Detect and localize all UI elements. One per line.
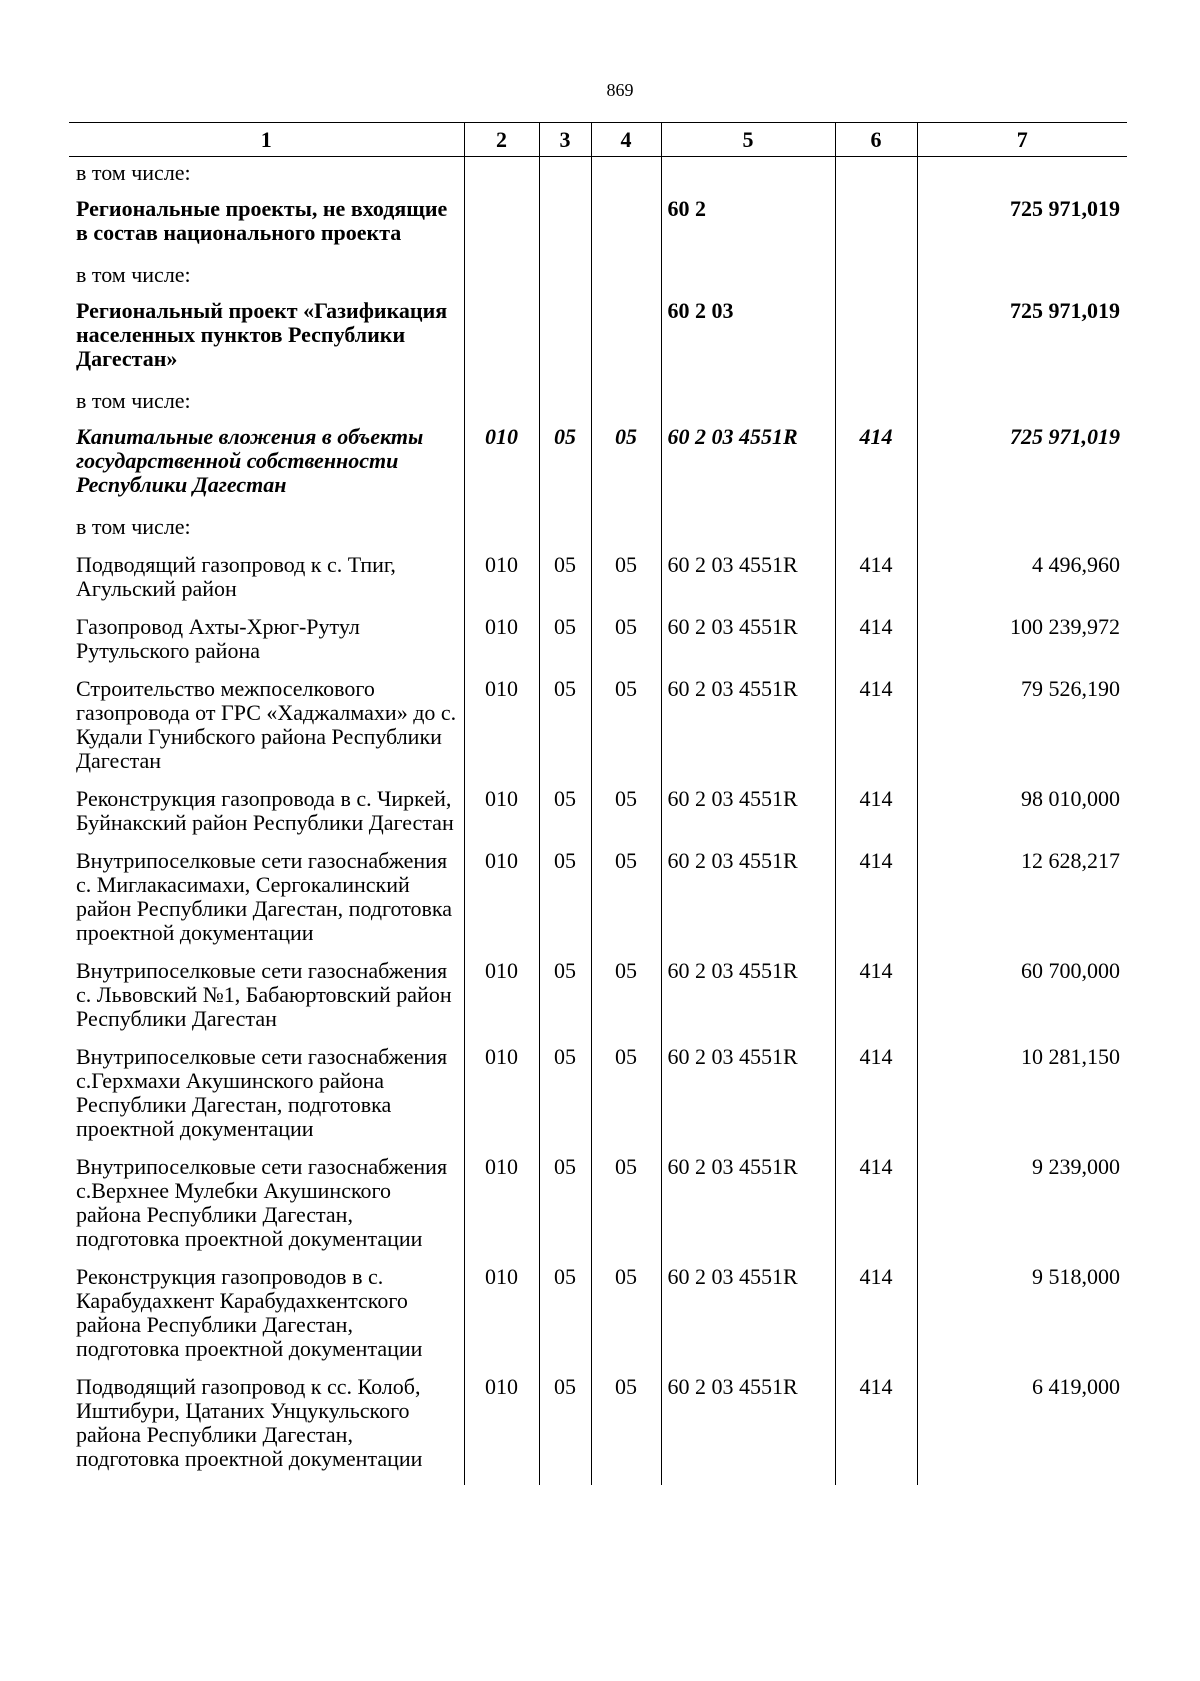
table-body: [69, 157, 1127, 1486]
row-gr-cell: 010: [464, 787, 539, 849]
row-rz-cell: 05: [539, 959, 591, 1045]
row-amount-cell: 9 518,000: [917, 1265, 1127, 1375]
row-gr-cell: 010: [464, 615, 539, 677]
row-csr-cell: 60 2 03 4551R: [661, 615, 835, 677]
row-vr-cell: [835, 299, 917, 385]
row-pr-cell: [591, 259, 661, 299]
row-rz-cell: [539, 385, 591, 425]
row-pr-cell: 05: [591, 677, 661, 787]
row-csr-cell: [661, 511, 835, 551]
row-rz-cell: 05: [539, 1155, 591, 1265]
subheading-row: [69, 511, 1127, 551]
budget-table-container: [69, 122, 1127, 1485]
table-row: [69, 787, 1127, 849]
row-amount-cell: 79 526,190: [917, 677, 1127, 787]
row-gr-cell: [464, 299, 539, 385]
row-vr-cell: 414: [835, 1265, 917, 1375]
row-amount-cell: 100 239,972: [917, 615, 1127, 677]
table-row: [69, 959, 1127, 1045]
row-amount-cell: 725 971,019: [917, 299, 1127, 385]
row-rz-cell: 05: [539, 677, 591, 787]
row-amount-cell: [917, 385, 1127, 425]
row-name-cell: в том числе:: [76, 388, 191, 413]
row-name-cell: Внутрипоселковые сети газоснабжения с. Львовский №1, Бабаюртовский район Республики Дагестан: [76, 958, 452, 1031]
page-number: 869: [606, 80, 634, 100]
row-rz-cell: 05: [539, 787, 591, 849]
row-rz-cell: 05: [539, 551, 591, 615]
table-row: [69, 677, 1127, 787]
row-name-cell: Региональные проекты, не входящие в состав национального проекта: [76, 196, 448, 245]
row-pr-cell: [591, 197, 661, 259]
row-gr-cell: 010: [464, 1045, 539, 1155]
row-name-cell: Газопровод Ахты-Хрюг-Рутул Рутульского района: [76, 614, 360, 663]
subheading-row: [69, 259, 1127, 299]
row-pr-cell: 05: [591, 1155, 661, 1265]
header-col-2: 2: [464, 123, 539, 157]
row-csr-cell: 60 2 03 4551R: [661, 1375, 835, 1485]
row-csr-cell: 60 2 03 4551R: [661, 677, 835, 787]
row-name-cell: Внутрипоселковые сети газоснабжения с.Верхнее Мулебки Акушинского района Республики Дагестан, подготовка проектной документации: [76, 1154, 448, 1251]
row-vr-cell: 414: [835, 849, 917, 959]
budget-table: [69, 122, 1127, 1485]
row-name-cell: в том числе:: [76, 514, 191, 539]
row-gr-cell: 010: [464, 849, 539, 959]
table-row: [69, 197, 1127, 259]
row-name-cell: Капитальные вложения в объекты государственной собственности Республики Дагестан: [76, 424, 424, 497]
row-rz-cell: [539, 157, 591, 198]
row-gr-cell: 010: [464, 959, 539, 1045]
row-amount-cell: [917, 157, 1127, 198]
row-gr-cell: 010: [464, 1155, 539, 1265]
row-amount-cell: 12 628,217: [917, 849, 1127, 959]
row-vr-cell: 414: [835, 1375, 917, 1485]
row-csr-cell: [661, 385, 835, 425]
row-amount-cell: [917, 511, 1127, 551]
row-csr-cell: 60 2 03 4551R: [661, 787, 835, 849]
table-header: [69, 123, 1127, 157]
row-amount-cell: 725 971,019: [917, 197, 1127, 259]
header-col-3: 3: [539, 123, 591, 157]
table-row: [69, 615, 1127, 677]
row-vr-cell: [835, 259, 917, 299]
row-gr-cell: [464, 157, 539, 198]
row-vr-cell: 414: [835, 615, 917, 677]
row-amount-cell: 60 700,000: [917, 959, 1127, 1045]
row-name-cell: Региональный проект «Газификация населенных пунктов Республики Дагестан»: [76, 298, 448, 371]
row-vr-cell: [835, 197, 917, 259]
row-rz-cell: 05: [539, 1265, 591, 1375]
row-name-cell: Внутрипоселковые сети газоснабжения с.Герхмахи Акушинского района Республики Дагестан, подготовка проектной документации: [76, 1044, 448, 1141]
row-rz-cell: [539, 197, 591, 259]
row-name-cell: Реконструкция газопровода в с. Чиркей, Буйнакский район Республики Дагестан: [76, 786, 454, 835]
row-pr-cell: [591, 385, 661, 425]
row-vr-cell: [835, 157, 917, 198]
row-amount-cell: [917, 259, 1127, 299]
table-row: [69, 1375, 1127, 1485]
row-csr-cell: 60 2 03 4551R: [661, 1155, 835, 1265]
row-vr-cell: 414: [835, 1155, 917, 1265]
row-vr-cell: 414: [835, 959, 917, 1045]
row-pr-cell: 05: [591, 849, 661, 959]
row-vr-cell: 414: [835, 787, 917, 849]
row-rz-cell: 05: [539, 1045, 591, 1155]
row-pr-cell: [591, 299, 661, 385]
row-gr-cell: 010: [464, 425, 539, 511]
row-name-cell: в том числе:: [76, 262, 191, 287]
row-csr-cell: [661, 157, 835, 198]
row-vr-cell: 414: [835, 425, 917, 511]
row-name-cell: Подводящий газопровод к с. Тпиг, Агульский район: [76, 552, 396, 601]
table-row: [69, 1265, 1127, 1375]
row-pr-cell: 05: [591, 425, 661, 511]
row-pr-cell: 05: [591, 1375, 661, 1485]
header-col-7: 7: [917, 123, 1127, 157]
row-amount-cell: 9 239,000: [917, 1155, 1127, 1265]
table-row: [69, 1155, 1127, 1265]
row-gr-cell: [464, 511, 539, 551]
row-gr-cell: 010: [464, 1265, 539, 1375]
row-pr-cell: 05: [591, 615, 661, 677]
row-pr-cell: 05: [591, 959, 661, 1045]
row-rz-cell: 05: [539, 1375, 591, 1485]
row-csr-cell: 60 2: [661, 197, 835, 259]
row-gr-cell: [464, 385, 539, 425]
row-amount-cell: 10 281,150: [917, 1045, 1127, 1155]
row-rz-cell: [539, 299, 591, 385]
header-col-6: 6: [835, 123, 917, 157]
subheading-row: [69, 157, 1127, 198]
row-name-cell: Внутрипоселковые сети газоснабжения с. Миглакасимахи, Сергокалинский район Республики Дагестан, подготовка проектной документации: [76, 848, 453, 945]
table-row: [69, 1045, 1127, 1155]
row-amount-cell: 4 496,960: [917, 551, 1127, 615]
row-pr-cell: 05: [591, 1045, 661, 1155]
header-col-4: 4: [591, 123, 661, 157]
row-name-cell: Строительство межпоселкового газопровода от ГРС «Хаджалмахи» до с. Кудали Гунибского района Республики Дагестан: [76, 676, 457, 773]
row-pr-cell: 05: [591, 551, 661, 615]
table-row: [69, 299, 1127, 385]
table-row: [69, 425, 1127, 511]
subheading-row: [69, 385, 1127, 425]
row-csr-cell: 60 2 03 4551R: [661, 551, 835, 615]
row-name-cell: в том числе:: [76, 160, 191, 185]
row-rz-cell: [539, 511, 591, 551]
header-row: [69, 123, 1127, 157]
row-gr-cell: [464, 197, 539, 259]
row-csr-cell: [661, 259, 835, 299]
row-vr-cell: [835, 511, 917, 551]
row-gr-cell: 010: [464, 677, 539, 787]
row-csr-cell: 60 2 03: [661, 299, 835, 385]
row-rz-cell: 05: [539, 615, 591, 677]
row-vr-cell: [835, 385, 917, 425]
table-row: [69, 849, 1127, 959]
row-name-cell: Реконструкция газопроводов в с. Карабудахкент Карабудахкентского района Республики Дагестан, подготовка проектной документации: [76, 1264, 423, 1361]
row-pr-cell: [591, 157, 661, 198]
row-amount-cell: 725 971,019: [917, 425, 1127, 511]
table-row: [69, 551, 1127, 615]
row-pr-cell: 05: [591, 787, 661, 849]
row-gr-cell: [464, 259, 539, 299]
header-col-5: 5: [661, 123, 835, 157]
row-amount-cell: 98 010,000: [917, 787, 1127, 849]
row-csr-cell: 60 2 03 4551R: [661, 1045, 835, 1155]
row-csr-cell: 60 2 03 4551R: [661, 1265, 835, 1375]
row-csr-cell: 60 2 03 4551R: [661, 849, 835, 959]
row-gr-cell: 010: [464, 551, 539, 615]
row-csr-cell: 60 2 03 4551R: [661, 959, 835, 1045]
row-vr-cell: 414: [835, 677, 917, 787]
header-col-1: 1: [69, 123, 464, 157]
row-vr-cell: 414: [835, 551, 917, 615]
row-pr-cell: 05: [591, 1265, 661, 1375]
row-pr-cell: [591, 511, 661, 551]
row-amount-cell: 6 419,000: [917, 1375, 1127, 1485]
row-name-cell: Подводящий газопровод к сс. Колоб, Иштибури, Цатаних Унцукульского района Республики Дагестан, подготовка проектной документации: [76, 1374, 423, 1471]
row-csr-cell: 60 2 03 4551R: [661, 425, 835, 511]
row-vr-cell: 414: [835, 1045, 917, 1155]
row-rz-cell: [539, 259, 591, 299]
row-rz-cell: 05: [539, 849, 591, 959]
row-rz-cell: 05: [539, 425, 591, 511]
row-gr-cell: 010: [464, 1375, 539, 1485]
